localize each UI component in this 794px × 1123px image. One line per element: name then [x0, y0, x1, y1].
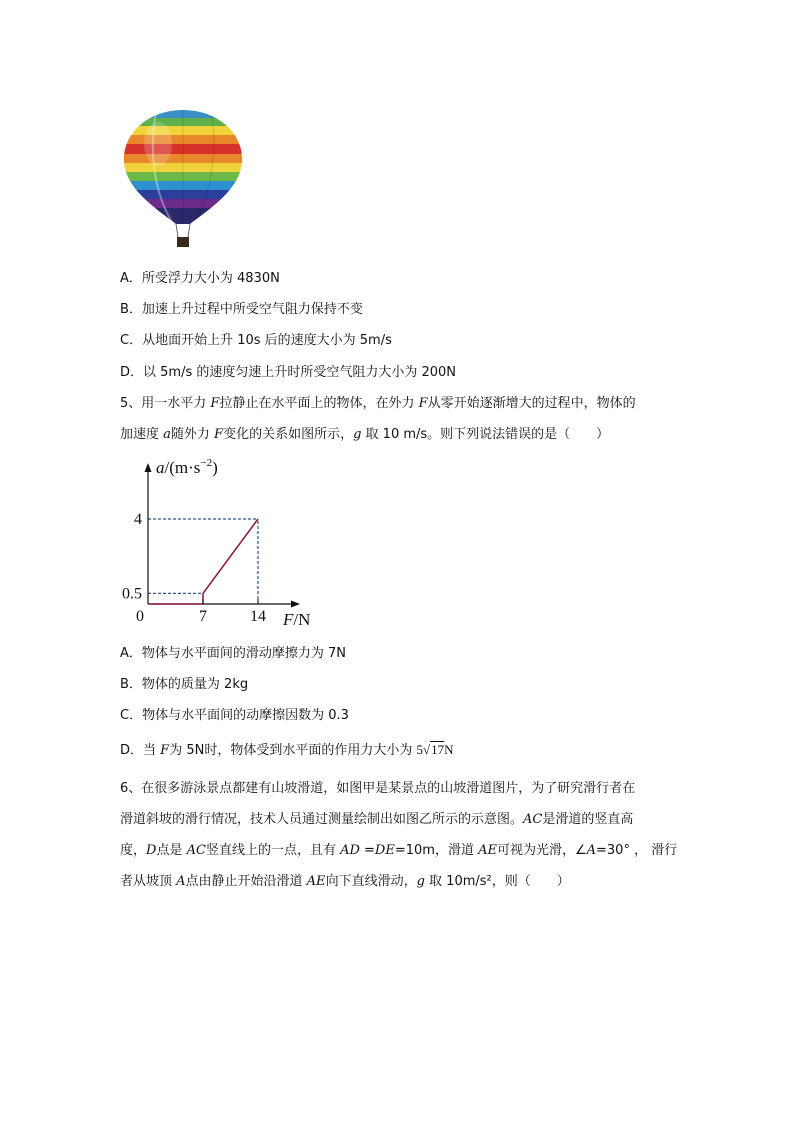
series-line-0	[148, 519, 258, 604]
q6-stem-line4: 者从坡顶 A点由静止开始沿滑道 AE向下直线滑动，g 取 10m/s²，则（ ）	[120, 874, 570, 889]
var-g: g	[353, 427, 362, 442]
x-tick-label: 14	[249, 608, 266, 625]
q5-option-a: A．物体与水平面间的滑动摩擦力为 7N	[120, 646, 347, 661]
var-AD: AD	[340, 843, 360, 858]
var-g: g	[416, 874, 425, 889]
var-A: A	[586, 843, 597, 858]
y-axis-label: $a/(m\cdot s^{-2})$	[156, 457, 218, 477]
q5-option-c: C．物体与水平面间的动摩擦因数为 0.3	[120, 708, 349, 723]
x-axis-label: F/N	[283, 610, 311, 629]
var-D: D	[146, 843, 157, 858]
var-AE: AE	[478, 843, 497, 858]
q5-option-b: B．物体的质量为 2kg	[120, 677, 249, 692]
var-A: A	[176, 874, 186, 889]
var-AE: AE	[306, 874, 326, 889]
x-tick-label: 7	[198, 608, 207, 625]
q4-option-d: D．以 5m/s 的速度匀速上升时所受空气阻力大小为 200N	[120, 365, 457, 380]
y-axis-arrow	[145, 463, 152, 472]
y-tick-label: 0.5	[122, 585, 142, 603]
var-DE: DE	[374, 843, 395, 858]
q4-option-c: C．从地面开始上升 10s 后的速度大小为 5m/s	[120, 333, 392, 348]
var-F: F	[214, 427, 224, 442]
y-tick-label: 4	[134, 511, 142, 528]
q6-stem-line1: 6、在很多游泳景点都建有山坡滑道，如图甲是某景点的山坡滑道图片，为了研究滑行者在	[120, 781, 636, 796]
chart-series	[148, 519, 258, 604]
chart-tick-labels	[122, 511, 266, 625]
q5-stem-line2: 加速度 a随外力 F变化的关系如图所示，g 取 10 m/s。则下列说法错误的是（ ）	[120, 427, 610, 442]
chart-dashed-guides	[148, 519, 258, 604]
var-F: F	[418, 396, 428, 411]
chart-axes	[145, 463, 301, 608]
q5-option-d: D．当 F为 5N时，物体受到水平面的作用力大小为 5√17N	[120, 742, 454, 758]
q4-option-a: A．所受浮力大小为 4830N	[120, 271, 280, 286]
var-AC: AC	[186, 843, 206, 858]
var-F: F	[210, 396, 220, 411]
x-axis-arrow	[291, 601, 300, 608]
x-tick-label: 0	[136, 608, 144, 625]
hot-air-balloon-image	[118, 104, 248, 254]
var-F: F	[160, 743, 170, 758]
var-AC: AC	[523, 812, 543, 827]
sqrt-expression: 5√17N	[416, 742, 454, 757]
q4-option-b: B．加速上升过程中所受空气阻力保持不变	[120, 302, 363, 317]
q5-stem-line1: 5、用一水平力 F拉静止在水平面上的物体，在外力 F从零开始逐渐增大的过程中，物体的	[120, 396, 636, 411]
a-vs-F-chart	[110, 453, 332, 633]
var-a: a	[163, 427, 171, 442]
q6-stem-line2: 滑道斜坡的滑行情况，技术人员通过测量绘制出如图乙所示的示意图。AC是滑道的竖直高	[120, 812, 634, 827]
q6-stem-line3: 度，D点是 AC竖直线上的一点，且有 AD =DE=10m，滑道 AE可视为光滑，∠A=30° ， 滑行	[120, 843, 678, 858]
